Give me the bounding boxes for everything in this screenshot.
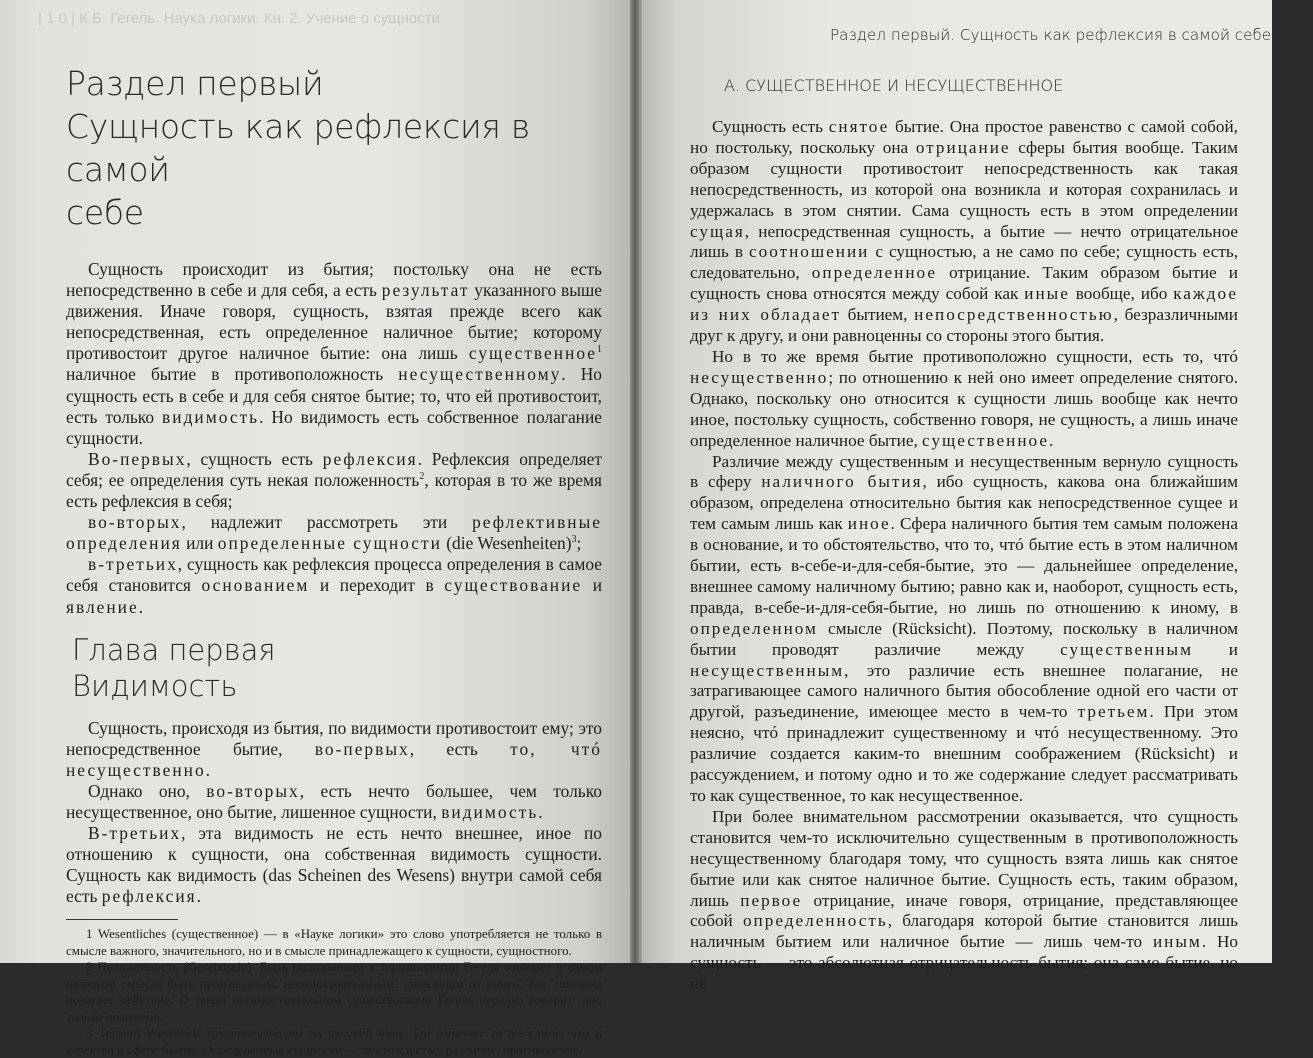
emphasized-term: наличного бытия bbox=[761, 472, 923, 492]
text-run: или bbox=[181, 533, 218, 554]
paragraph bbox=[66, 718, 602, 781]
emphasized-term: существенное bbox=[468, 343, 597, 364]
text-run: , это различие есть внешнее полагание, не затрагивающее самого наличного бытия обособление одной его части от другой, разъединение, имеющее место в чем-то bbox=[690, 660, 1238, 722]
text-run: , непосредственная сущность, а бытие — нечто отрицательное лишь в bbox=[690, 221, 1238, 262]
emphasized-term: существенное bbox=[922, 430, 1049, 450]
emphasized-term: несущественно bbox=[690, 367, 829, 387]
text-run: наличное бытие в противоположность bbox=[66, 364, 399, 385]
text-run: , безразличными друг к другу, и они равноценны со стороны этого бытия. bbox=[690, 305, 1238, 346]
paragraph bbox=[690, 117, 1238, 347]
paragraph bbox=[66, 781, 602, 823]
emphasized-term: иные bbox=[1024, 284, 1070, 304]
paragraph bbox=[66, 554, 602, 617]
emphasized-term: определенность bbox=[742, 911, 888, 931]
emphasized-term: соотношении bbox=[749, 242, 870, 262]
footnotes bbox=[66, 926, 602, 1058]
text-run: . bbox=[538, 801, 543, 822]
text-run: . bbox=[205, 759, 211, 780]
ghost-header-bleed: | 1 0 | К.Б. Гегель. Наука логики. Кн. 2. Учение о сущности bbox=[38, 10, 440, 27]
emphasized-term: рефлексия bbox=[322, 448, 418, 469]
text-run: . bbox=[138, 596, 144, 617]
paragraph bbox=[690, 452, 1238, 807]
paragraph bbox=[66, 449, 602, 512]
text-run: Однако оно, bbox=[88, 780, 207, 801]
emphasized-term: явление bbox=[66, 596, 139, 617]
paragraph bbox=[690, 347, 1238, 452]
emphasized-term: то, чтó несущественно bbox=[66, 738, 602, 780]
subsection-heading: А. СУЩЕСТВЕННОЕ И НЕСУЩЕСТВЕННОЕ bbox=[724, 76, 1064, 95]
emphasized-term: во-вторых bbox=[206, 780, 300, 801]
emphasized-term: основанием bbox=[201, 575, 310, 596]
emphasized-term: рефлективные определения bbox=[66, 512, 602, 554]
text-run: Сущность происходит из бытия; постольку она не есть непосредственно в себе и для себя, а есть bbox=[66, 259, 602, 301]
text-run: , есть bbox=[409, 738, 511, 759]
text-run: Но в то же время бытие противоположно сущности, есть то, чтó bbox=[712, 346, 1238, 366]
book-gutter bbox=[630, 0, 642, 963]
emphasized-term: определенные сущности bbox=[217, 533, 442, 554]
emphasized-term: существенным bbox=[1060, 639, 1193, 659]
text-run: и bbox=[1192, 639, 1238, 659]
text-run: . bbox=[196, 886, 202, 907]
emphasized-term: существование bbox=[444, 575, 583, 596]
text-run: смысле (Rücksicht). Поэтому, поскольку в наличном бытии проводят различие между bbox=[690, 618, 1238, 659]
section-title bbox=[66, 62, 602, 234]
text-run: При более внимательном рассмотрении оказывается, что сущность становится чем-то исключительно существенным в противоположность несущественному благодаря тому, что сущность взята лишь как снятое бытие или как снятое наличное бытие. Сущность есть, таким образом, лишь bbox=[690, 806, 1238, 910]
footnote: 3 Термин Wesenheit труднопереводим на русский язык. Он означает то же самое, что и качество в сфере бытия. Определенные сущности — это тождество, различие, противоречие. bbox=[66, 1025, 602, 1057]
chapter-title bbox=[72, 632, 602, 704]
emphasized-term: снятое bbox=[828, 117, 890, 136]
text-run: . Рефлексия определяет себя; ее определения суть некая положенность bbox=[66, 448, 602, 490]
text-run: сферы бытия вообще. Таким образом сущности противостоит непосредственность как такая непосредственность, из которой она возникла и которая сохранилась и удержалась в этом снятии. Сама сущность есть в этом определении bbox=[690, 137, 1238, 220]
text-run: Различие между существенным и несущественным вернуло сущность в сферу bbox=[690, 451, 1238, 492]
emphasized-term: третьем bbox=[1077, 702, 1150, 722]
paragraph bbox=[690, 807, 1238, 995]
section-title-line: Раздел первый bbox=[66, 64, 324, 103]
emphasized-term: несущественным bbox=[690, 660, 845, 680]
emphasized-term: отрицание bbox=[915, 137, 1011, 157]
text-run: , сущность как рефлексия процесса определения в самое себя становится bbox=[66, 554, 602, 596]
left-page-content bbox=[66, 62, 602, 1058]
text-run: . Сфера наличного бытия тем самым положена в основание, и то обстоятельство, что то, чтó бытие есть в этом наличном бытии, есть в-себе-и-для-себя-бытие, это — дальнейшее определение, внешнее самому наличному бытию; равно как и, наоборот, сущность есть, правда, в-себе-и-для-себя-бытие, но лишь по отношению к иному, в bbox=[690, 514, 1238, 617]
text-run: ; bbox=[576, 533, 582, 554]
emphasized-term: во-вторых bbox=[88, 512, 182, 533]
text-run: , надлежит рассмотреть эти bbox=[181, 512, 473, 533]
paragraph bbox=[66, 512, 602, 554]
text-run: бытие. Она простое равенство с самой собой, но постольку, поскольку она bbox=[690, 117, 1238, 157]
right-page-content bbox=[690, 117, 1238, 995]
emphasized-term: рефлексия bbox=[101, 886, 197, 907]
emphasized-term: видимость bbox=[162, 406, 260, 427]
emphasized-term: сущая bbox=[690, 221, 745, 241]
text-run: , благодаря которой бытие становится лишь наличным бытием или наличное бытие — лишь чем-то bbox=[690, 911, 1238, 952]
footnote-ref: 1 bbox=[597, 344, 602, 356]
text-run: ; по отношению к ней оно имеет определение снятого. Однако, поскольку оно относится к сущности лишь вообще как нечто иное, постольку сущность, собственно говоря, не сущность, а лишь иначе определенное наличное бытие, bbox=[690, 367, 1238, 450]
text-run: , есть нечто большее, чем только несущественное, оно бытие, лишенное сущности, bbox=[66, 780, 602, 822]
footnote-ref: 2 bbox=[419, 471, 425, 483]
text-run: отрицание, иначе говоря, отрицание, представляющее собой bbox=[690, 890, 1238, 931]
emphasized-term: В-третьих bbox=[88, 823, 182, 844]
emphasized-term: непосредственностью bbox=[914, 305, 1114, 325]
text-run: Сущность есть bbox=[712, 117, 829, 136]
emphasized-term: во-первых bbox=[314, 738, 410, 759]
text-run: . При этом неясно, чтó принадлежит существенному и чтó несущественному. Это различие создается каким-то внешним соображением (Rücksicht) и рассуждением, и потому одно и то же содержание следует рассматривать то как существенное, то как несущественное. bbox=[690, 702, 1238, 805]
emphasized-term: в-третьих bbox=[88, 554, 178, 575]
text-run: , сущность есть bbox=[186, 448, 323, 469]
section-intro bbox=[66, 259, 602, 618]
emphasized-term: Во-первых bbox=[88, 448, 187, 469]
emphasized-term: определенном bbox=[690, 618, 818, 638]
text-run: . Но сущность — это абсолютная отрицательность бытия; она само бытие, но не bbox=[690, 932, 1238, 994]
footnote-ref: 3 bbox=[571, 534, 577, 546]
section-title-line: Сущность как рефлексия в самой bbox=[66, 107, 530, 189]
text-run: , которая в то же время есть рефлексия в себя; bbox=[66, 469, 602, 512]
chapter-body bbox=[66, 718, 602, 908]
footnote: 1 Wesentliches (существенное) — в «Науке логики» это слово употребляется не только в смысле важного, значительного, но и в смысле принадлежащего к сущности, сущностного. bbox=[66, 926, 602, 958]
text-run: указанного выше движения. Иначе говоря, сущность, взятая прежде всего как непосредственная, есть определенное наличное бытие; которому противостоит другое наличное бытие: она лишь bbox=[66, 280, 602, 364]
emphasized-term: определенное bbox=[811, 263, 937, 283]
chapter-title-line: Глава первая bbox=[72, 632, 276, 667]
running-head bbox=[830, 26, 1313, 44]
text-run: отрицание. Таким образом бытие и сущность снова относятся между собой как bbox=[690, 263, 1238, 304]
text-run: , эта видимость не есть нечто внешнее, иное по отношению к сущности, она собственная видимость сущности. Сущность как видимость (das Scheinen des Wesens) внутри самой себя есть bbox=[66, 823, 602, 907]
paragraph bbox=[66, 823, 602, 907]
text-run: бытием, bbox=[840, 305, 915, 325]
text-run: . bbox=[1048, 430, 1054, 450]
running-head-title: Раздел первый. Сущность как рефлексия в самой себе bbox=[830, 26, 1272, 44]
text-run: , ибо сущность, какова она ближайшим образом, определена относительно бытия как непосредственное сущее и тем самым лишь как bbox=[690, 472, 1239, 534]
section-title-line: себе bbox=[66, 193, 144, 232]
emphasized-term: результат bbox=[381, 280, 470, 301]
emphasized-term: каждое из них обладает bbox=[690, 284, 1238, 325]
text-run: Сущность, происходя из бытия, по видимости противостоит ему; это непосредственное бытие, bbox=[66, 717, 602, 759]
text-run: . Но видимость есть собственное полагание сущности. bbox=[66, 406, 602, 448]
text-run: . Но сущность есть в себе и для себя снятое бытие; то, что ей противостоит, есть только bbox=[66, 364, 602, 427]
paragraph bbox=[66, 259, 602, 449]
emphasized-term: иным bbox=[1152, 932, 1202, 952]
footnote-divider bbox=[66, 919, 178, 920]
footnote: 2 Положенность (Gesetztsein). Быть положенным в терминологии Гегеля означает в самом широком смысле быть производным, несамостоятельным, зависящим от иного. Так, причина полагает действие. О таком несамостоятельном существовании Гегель нередко говорит: оно только положено. bbox=[66, 959, 602, 1024]
page-number: 11 bbox=[1293, 26, 1313, 44]
text-run: (die Wesenheiten) bbox=[441, 533, 572, 554]
chapter-title-line: Видимость bbox=[72, 668, 238, 703]
emphasized-term: первое bbox=[740, 890, 803, 910]
text-run: и bbox=[582, 575, 602, 596]
emphasized-term: несущественному bbox=[398, 364, 562, 385]
emphasized-term: видимость bbox=[441, 801, 539, 822]
text-run: с сущностью, а не само по себе; сущность есть, следовательно, bbox=[690, 242, 1239, 283]
emphasized-term: иное bbox=[847, 514, 891, 534]
running-head-separator: | bbox=[1281, 26, 1287, 44]
text-run: вообще, ибо bbox=[1069, 284, 1174, 304]
text-run: и переходит в bbox=[309, 575, 445, 596]
